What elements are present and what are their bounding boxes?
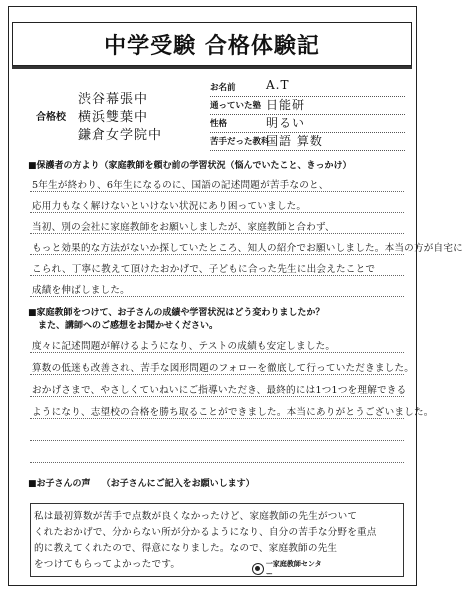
info-row-name xyxy=(210,78,405,97)
ruled-line xyxy=(30,462,404,463)
info-row-cram-school xyxy=(210,96,405,115)
title-underline xyxy=(12,66,412,69)
info-label: 苦手だった教科 xyxy=(210,137,270,147)
answer-line: 度々に記述問題が解けるようになり、テストの成績も安定しました。 xyxy=(32,341,336,352)
info-value: 日能研 xyxy=(266,98,306,112)
section2-question: ■家庭教師をつけて、お子さんの成績や学習状況はどう変わりましたか？ また、講師へのご感想をお聞かせください。 xyxy=(28,308,325,331)
answer-line: おかげさまで、やさしくていねいにご指導いただき、最終的には1つ1つを理解できる xyxy=(32,385,407,396)
info-row-weak-subject xyxy=(210,132,405,151)
school-3: 鎌倉女学院中 xyxy=(78,128,163,143)
info-value: 国語 算数 xyxy=(266,134,323,148)
ruled-line xyxy=(30,352,404,353)
company-stamp xyxy=(252,562,328,576)
answer-line: 私は最初算数が苦手で点数が良くなかったけど、家庭教師の先生がついて xyxy=(34,511,358,522)
ruled-line xyxy=(30,275,404,276)
section1-question: ■保護者の方より（家庭教師を頼む前の学習状況（悩んでいたこと、きっかけ） xyxy=(28,161,352,171)
answer-line: 5年生が終わり、6年生になるのに、国語の記述問題が苦手なのと、 xyxy=(32,180,329,191)
answer-line: 成績を伸ばしました。 xyxy=(32,285,130,296)
ruled-line xyxy=(30,296,404,297)
info-value: A.T xyxy=(266,78,290,92)
ruled-line xyxy=(30,212,404,213)
ruled-line xyxy=(30,233,404,234)
info-label: 通っていた塾 xyxy=(210,101,262,111)
answer-line: 算数の低迷も改善され、苦手な図形問題のフォローを徹底して行っていただきました。 xyxy=(32,363,415,374)
section3-question: ■お子さんの声 （お子さんにご記入をお願いします） xyxy=(28,479,255,489)
answer-line: 的に教えてくれたので、得意になりました。なので、家庭教師の先生 xyxy=(34,543,338,554)
ruled-line xyxy=(30,396,404,397)
answer-line: 当初、別の会社に家庭教師をお願いしましたが、家庭教師と合わず、 xyxy=(32,222,335,233)
ruled-line xyxy=(30,374,404,375)
ruled-line xyxy=(30,418,404,419)
pass-school-label: 合格校 xyxy=(36,112,66,123)
answer-line: をつけてもらってよかったです。 xyxy=(34,559,181,570)
company-logo-icon xyxy=(252,563,264,575)
answer-line: ようになり、志望校の合格を勝ち取ることができました。本当にありがとうございました。 xyxy=(32,407,434,418)
ruled-line xyxy=(30,440,404,441)
answer-line: こられ、丁寧に教えて頂けたおかげで、子どもに合った先生に出会えたことで xyxy=(32,264,376,275)
school-2: 横浜雙葉中 xyxy=(78,110,149,125)
school-1: 渋谷幕張中 xyxy=(78,92,149,107)
answer-line: 応用力もなく解けないといけない状況にあり困っていました。 xyxy=(32,201,307,212)
info-row-personality xyxy=(210,114,405,133)
info-value: 明るい xyxy=(266,116,306,130)
answer-line: もっと効果的な方法がないか探していたところ、知人の紹介でお願いしました。本当の方が自宅に xyxy=(32,243,463,254)
info-label: お名前 xyxy=(210,83,236,93)
answer-line: くれたおかげで、分からない所が分かるようになり、自分の苦手な分野を重点 xyxy=(34,527,377,538)
info-label: 性格 xyxy=(210,119,228,129)
company-stamp-text: 一家庭教師センター xyxy=(265,560,322,578)
ruled-line xyxy=(30,254,404,255)
title-box xyxy=(12,22,412,66)
ruled-line xyxy=(30,191,404,192)
page-title: 中学受験 合格体験記 xyxy=(104,33,320,59)
